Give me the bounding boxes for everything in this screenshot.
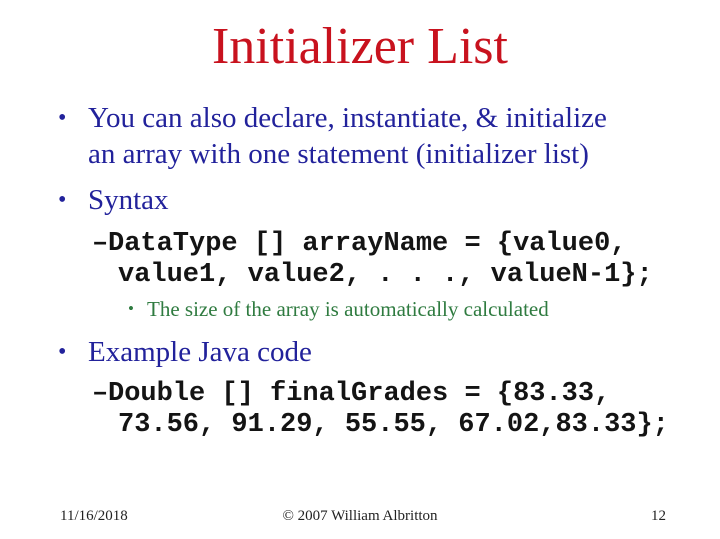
footer-copyright: © 2007 William Albritton: [282, 508, 438, 524]
bullet-text: [88, 182, 169, 218]
slide-title: Initializer List: [211, 18, 508, 75]
bullet-text: [88, 100, 607, 172]
sub-bullet-item-size-note: [128, 296, 549, 322]
bullet-text-line: an array with one statement (initializer list): [88, 138, 589, 170]
bullet-text-line: Syntax: [88, 184, 169, 216]
code-line: 73.56, 91.29, 55.55, 67.02,83.33};: [118, 410, 669, 440]
bullet-icon: •: [128, 299, 134, 318]
bullet-item-syntax: [58, 182, 169, 218]
bullet-text: [88, 334, 312, 370]
bullet-icon: •: [58, 105, 67, 131]
code-line: [92, 379, 669, 410]
dash-bullet-icon: –: [92, 229, 109, 259]
sub-bullet-text: The size of the array is automatically calculated: [147, 297, 549, 321]
syntax-code-block: [92, 229, 653, 291]
dash-bullet-icon: –: [92, 379, 109, 409]
bullet-item-example-java-code: [58, 334, 312, 370]
slide-footer: [0, 506, 720, 528]
footer-date: 11/16/2018: [60, 508, 128, 524]
bullet-text-line: Example Java code: [88, 336, 312, 368]
code-text: Double [] finalGrades = {83.33,: [108, 379, 611, 409]
footer-page-number: 12: [651, 508, 666, 524]
code-text: DataType [] arrayName = {value0,: [108, 229, 627, 259]
bullet-text-line: You can also declare, instantiate, & initialize: [88, 102, 607, 134]
example-code-block: [92, 379, 669, 441]
bullet-icon: •: [58, 187, 67, 213]
bullet-item-declare-instantiate: [58, 100, 607, 172]
bullet-icon: •: [58, 339, 67, 365]
code-line: value1, value2, . . ., valueN-1};: [118, 260, 653, 290]
code-line: [92, 229, 653, 260]
